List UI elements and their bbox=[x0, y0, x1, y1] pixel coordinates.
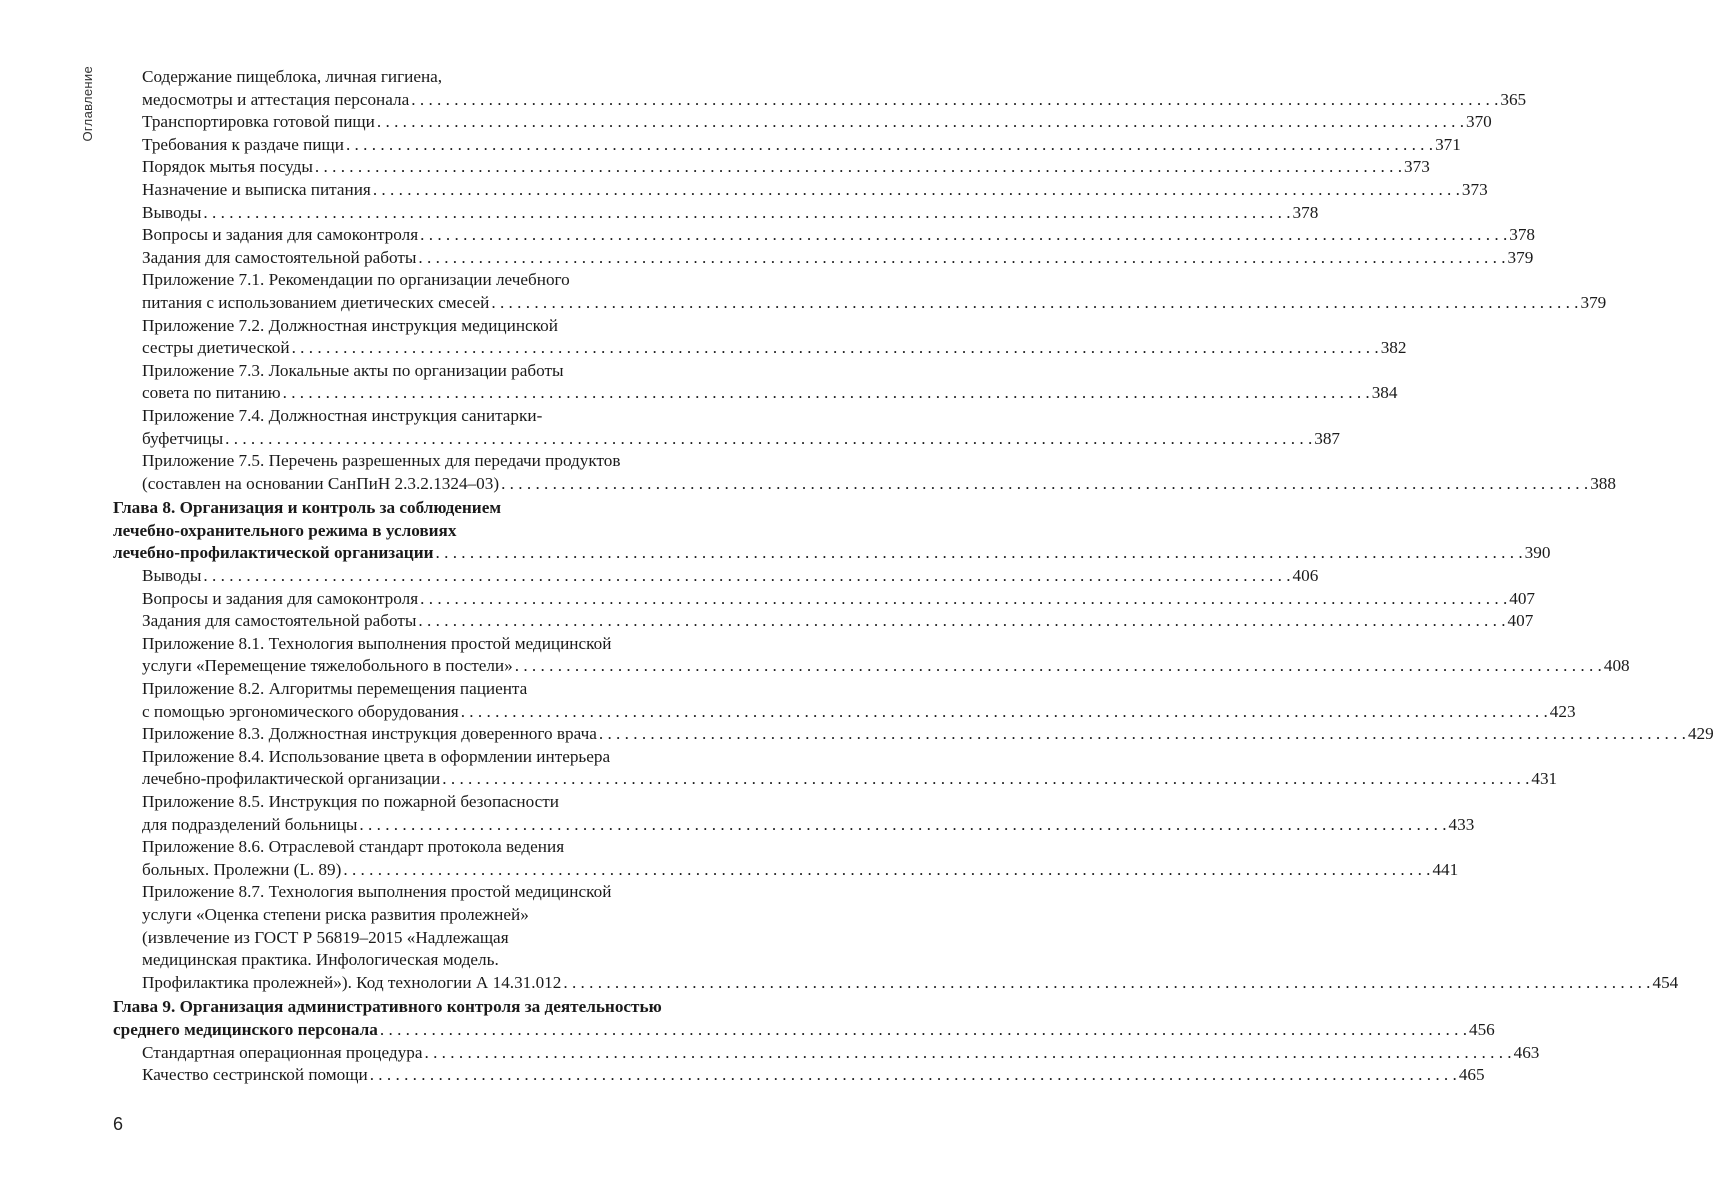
toc-entry-line: Качество сестринской помощи bbox=[142, 1065, 368, 1085]
toc-entry[interactable] bbox=[113, 565, 1319, 588]
toc-entry-line: Приложение 7.5. Перечень разрешенных для передачи продуктов bbox=[142, 451, 621, 471]
page-number: 6 bbox=[113, 1114, 124, 1134]
toc-entry-line: для подразделений больницы bbox=[142, 814, 358, 834]
running-header-vertical: Оглавление bbox=[80, 66, 95, 142]
toc-entry-line: медицинская практика. Инфологическая модель. bbox=[142, 950, 499, 970]
toc-page-number: 387 bbox=[1314, 428, 1341, 448]
toc-entry[interactable] bbox=[113, 1064, 1485, 1087]
toc-entry-line: среднего медицинского персонала bbox=[113, 1019, 378, 1039]
toc-entry[interactable] bbox=[113, 111, 1492, 134]
toc-page-number: 382 bbox=[1380, 338, 1407, 358]
toc-entry-line: Приложение 7.3. Локальные акты по организации работы bbox=[142, 360, 564, 380]
toc-page-number: 384 bbox=[1371, 383, 1398, 403]
toc-entry-line: Задания для самостоятельной работы bbox=[142, 247, 417, 267]
toc-page-number: 407 bbox=[1507, 611, 1534, 631]
toc-entry-line: услуги «Перемещение тяжелобольного в постели» bbox=[142, 656, 513, 676]
toc-page-number: 370 bbox=[1465, 112, 1492, 132]
toc-entry-line: Вопросы и задания для самоконтроля bbox=[142, 588, 419, 608]
toc-entry[interactable] bbox=[113, 315, 1407, 360]
toc-entry-line: сестры диетической bbox=[142, 338, 290, 358]
toc-entry-line: Требования к раздаче пищи bbox=[142, 134, 344, 154]
table-of-contents bbox=[113, 66, 1714, 1087]
toc-entry-line: с помощью эргономического оборудования bbox=[142, 701, 459, 721]
toc-entry-line: Приложение 8.4. Использование цвета в оформлении интерьера bbox=[142, 746, 611, 766]
toc-entry[interactable] bbox=[113, 66, 1527, 111]
toc-page-number: 441 bbox=[1432, 859, 1459, 879]
toc-page-number: 378 bbox=[1292, 202, 1319, 222]
toc-entry[interactable] bbox=[113, 678, 1576, 723]
toc-entry-line: Приложение 7.1. Рекомендации по организации лечебного bbox=[142, 270, 570, 290]
toc-entry[interactable] bbox=[113, 836, 1459, 881]
toc-entry[interactable] bbox=[113, 360, 1398, 405]
toc-entry-line: лечебно-охранительного режима в условиях bbox=[113, 520, 457, 540]
toc-page-number: 454 bbox=[1652, 972, 1679, 992]
toc-entry[interactable] bbox=[113, 1042, 1540, 1065]
toc-page-number: 463 bbox=[1513, 1042, 1540, 1062]
toc-entry-line: лечебно-профилактической организации bbox=[142, 769, 441, 789]
toc-page-number: 406 bbox=[1292, 566, 1319, 586]
toc-entry[interactable] bbox=[113, 247, 1534, 270]
toc-entry-line: Порядок мытья посуды bbox=[142, 157, 313, 177]
toc-entry-line: Приложение 8.3. Должностная инструкция доверенного врача bbox=[142, 724, 597, 744]
toc-entry-line: больных. Пролежни (L. 89) bbox=[142, 859, 342, 879]
toc-entry-line: Выводы bbox=[142, 202, 202, 222]
toc-entry[interactable] bbox=[113, 450, 1616, 495]
toc-chapter-9[interactable] bbox=[113, 996, 1495, 1041]
toc-page-number: 433 bbox=[1448, 814, 1475, 834]
toc-entry-line: Приложение 8.7. Технология выполнения простой медицинской bbox=[142, 882, 612, 902]
toc-entry[interactable] bbox=[113, 881, 1679, 994]
toc-entry-line: Транспортировка готовой пищи bbox=[142, 112, 375, 132]
toc-page-number: 379 bbox=[1580, 292, 1607, 312]
toc-entry-line: совета по питанию bbox=[142, 383, 281, 403]
toc-entry-line: (составлен на основании СанПиН 2.3.2.1324–03) bbox=[142, 473, 500, 493]
toc-entry[interactable] bbox=[113, 610, 1534, 633]
toc-entry[interactable] bbox=[113, 179, 1488, 202]
toc-entry[interactable] bbox=[113, 269, 1607, 314]
toc-entry-line: Глава 8. Организация и контроль за соблюдением bbox=[113, 498, 502, 518]
toc-page-number: 390 bbox=[1524, 543, 1551, 563]
toc-page-number: 388 bbox=[1590, 473, 1616, 493]
toc-page-number: 378 bbox=[1509, 225, 1536, 245]
toc-page-number: 431 bbox=[1531, 769, 1558, 789]
toc-entry-line: Содержание пищеблока, личная гигиена, bbox=[142, 67, 443, 86]
toc-entry-line: Приложение 8.6. Отраслевой стандарт протокола ведения bbox=[142, 837, 565, 857]
toc-page-number: 456 bbox=[1468, 1019, 1495, 1039]
toc-entry[interactable] bbox=[113, 134, 1461, 157]
toc-entry[interactable] bbox=[113, 791, 1475, 836]
toc-page-number: 365 bbox=[1500, 89, 1527, 109]
toc-page-number: 373 bbox=[1404, 157, 1430, 177]
toc-entry-line: Приложение 7.2. Должностная инструкция медицинской bbox=[142, 315, 558, 335]
toc-page-number: 423 bbox=[1549, 701, 1576, 721]
toc-entry-line: Задания для самостоятельной работы bbox=[142, 611, 417, 631]
toc-page-number: 371 bbox=[1435, 134, 1461, 154]
toc-entry-line: Приложение 8.2. Алгоритмы перемещения пациента bbox=[142, 679, 528, 699]
toc-entry[interactable] bbox=[113, 588, 1536, 611]
toc-entry-line: Стандартная операционная процедура bbox=[142, 1042, 423, 1062]
toc-entry-line: Профилактика пролежней»). Код технологии А 14.31.012 bbox=[142, 972, 562, 992]
toc-entry-line: Приложение 7.4. Должностная инструкция санитарки- bbox=[142, 405, 543, 425]
toc-entry[interactable] bbox=[113, 224, 1536, 247]
toc-entry-line: Глава 9. Организация административного контроля за деятельностью bbox=[113, 997, 662, 1017]
toc-page-number: 379 bbox=[1507, 247, 1534, 267]
toc-entry-line: Вопросы и задания для самоконтроля bbox=[142, 225, 419, 245]
toc-entry[interactable] bbox=[113, 405, 1341, 450]
toc-page-number: 465 bbox=[1458, 1065, 1485, 1085]
toc-page-number: 407 bbox=[1509, 588, 1536, 608]
toc-entry[interactable] bbox=[113, 156, 1430, 179]
toc-entry-line: (извлечение из ГОСТ Р 56819–2015 «Надлежащая bbox=[142, 927, 509, 947]
toc-entry-line: лечебно-профилактической организации bbox=[113, 543, 434, 563]
toc-entry[interactable] bbox=[113, 633, 1630, 678]
toc-entry-line: Выводы bbox=[142, 566, 202, 586]
toc-entry-line: медосмотры и аттестация персонала bbox=[142, 89, 410, 109]
toc-entry-line: Назначение и выписка питания bbox=[142, 179, 371, 199]
toc-entry[interactable] bbox=[113, 746, 1558, 791]
toc-chapter-8[interactable] bbox=[113, 497, 1551, 565]
toc-page-number: 429 bbox=[1687, 724, 1714, 744]
toc-entry-line: Приложение 8.5. Инструкция по пожарной безопасности bbox=[142, 792, 559, 811]
toc-entry-line: Приложение 8.1. Технология выполнения простой медицинской bbox=[142, 633, 612, 653]
toc-entry[interactable] bbox=[113, 202, 1319, 225]
toc-entry-line: услуги «Оценка степени риска развития пролежней» bbox=[142, 904, 529, 924]
toc-page-number: 408 bbox=[1603, 656, 1630, 676]
toc-entry-line: буфетчицы bbox=[142, 428, 224, 448]
toc-page-number: 373 bbox=[1461, 179, 1488, 199]
toc-entry-line: питания с использованием диетических смесей bbox=[142, 292, 490, 312]
toc-entry[interactable] bbox=[113, 723, 1714, 746]
